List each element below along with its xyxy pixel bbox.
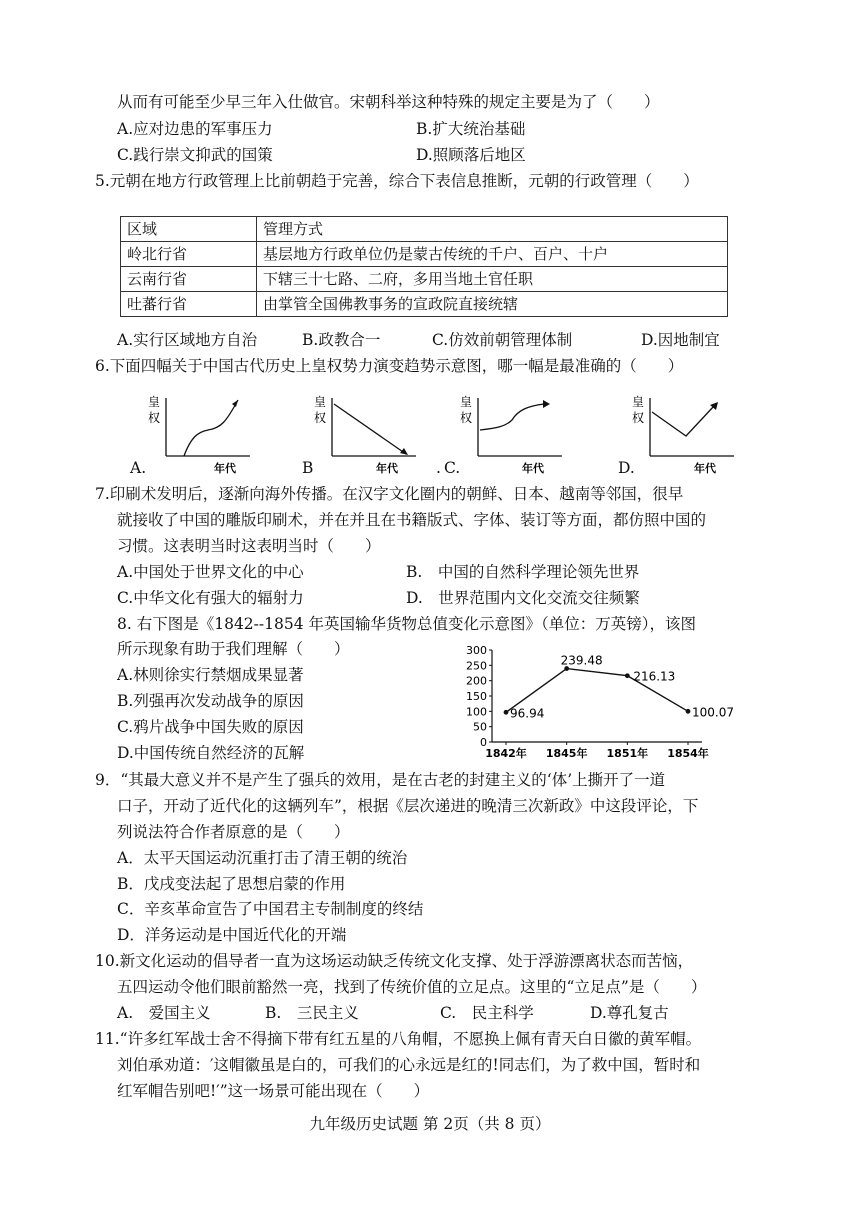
svg-text:皇: 皇 xyxy=(314,395,327,409)
q9-option-a: A．太平天国运动沉重打击了清王朝的统治 xyxy=(117,849,408,867)
table-row xyxy=(121,242,728,267)
q6-option-b: B xyxy=(302,459,314,477)
trend-line xyxy=(652,406,714,436)
x-tick-label: 1851年 xyxy=(606,747,649,760)
q8-option-b: B.列强再次发动战争的原因 xyxy=(117,692,304,710)
q6-option-c: C. xyxy=(444,459,461,477)
svg-text:皇: 皇 xyxy=(460,395,473,409)
table-cell: 岭北行省 xyxy=(121,242,257,267)
q4-stem: 从而有可能至少早三年入仕做官。宋朝科举这种特殊的规定主要是为了（ ） xyxy=(117,93,660,111)
q6-diagram-d xyxy=(630,392,740,478)
data-label: 216.13 xyxy=(633,669,676,684)
q4-option-a: A.应对边患的军事压力 xyxy=(117,120,273,138)
q10-option-d: D.尊孔复古 xyxy=(590,1004,669,1022)
q6-option-a: A. xyxy=(130,459,147,477)
trend-curve xyxy=(480,404,544,430)
data-point xyxy=(686,709,691,714)
q11-stem-line-2: 刘伯承劝道：′这帽徽虽是白的，可我们的心永远是红的!同志们，为了救中国，暂时和 xyxy=(117,1056,701,1074)
svg-text:皇: 皇 xyxy=(632,395,645,409)
q5-option-c: C.仿效前朝管理体制 xyxy=(432,331,573,349)
q11-stem-line-3: 红军帽告别吧!′”这一场景可能出现在（ ） xyxy=(117,1082,430,1100)
q4-option-b: B.扩大统治基础 xyxy=(416,120,526,138)
q6-option-b-dot: . xyxy=(436,459,441,477)
y-tick-label: 150 xyxy=(466,690,487,703)
data-point xyxy=(625,673,630,678)
q5-option-a: A.实行区域地方自治 xyxy=(117,331,258,349)
svg-text:年代: 年代 xyxy=(376,462,398,475)
table-row xyxy=(121,267,728,292)
x-tick-label: 1854年 xyxy=(667,747,709,760)
q5-table xyxy=(120,216,728,317)
table-cell: 云南行省 xyxy=(121,267,257,292)
table-cell: 下辖三十七路、二府，多用当地土官任职 xyxy=(257,267,728,292)
q6-stem: 6.下面四幅关于中国古代历史上皇权势力演变趋势示意图，哪一幅是最准确的（ ） xyxy=(95,357,684,375)
q7-stem-line-3: 习惯。这表明当时这表明当时（ ） xyxy=(117,537,381,555)
data-label: 96.94 xyxy=(510,706,545,721)
page-footer: 九年级历史试题 第 2页（共 8 页） xyxy=(309,1115,551,1133)
x-axis-label: 年代 xyxy=(214,462,236,475)
q7-stem-line-2: 就接收了中国的雕版印刷术，并在并且在书籍版式、字体、装订等方面，都仿照中国的 xyxy=(117,511,707,529)
y-axis-label-char: 权 xyxy=(148,411,161,425)
y-tick-label: 200 xyxy=(466,674,487,688)
table-header-cell: 管理方式 xyxy=(257,217,728,242)
y-tick-label: 0 xyxy=(480,736,487,749)
q9-option-b: B．戊戌变法起了思想启蒙的作用 xyxy=(117,875,346,893)
q8-stem-line-1: 8. 右下图是《1842--1854 年英国输华货物总值变化示意图》（单位：万英镑），该图 xyxy=(117,615,697,633)
q4-option-d: D.照顾落后地区 xyxy=(416,146,526,164)
q8-stem-line-2: 所示现象有助于我们理解（ ） xyxy=(117,640,350,658)
svg-text:权: 权 xyxy=(632,411,645,425)
q9-stem-line-2: 口子，开动了近代化的这辆列车”，根据《层次递进的晚清三次新政》中这段评论，下 xyxy=(117,797,699,815)
q6-diagram-b xyxy=(312,392,422,478)
x-tick-label: 1845年 xyxy=(545,747,588,760)
y-tick-label: 300 xyxy=(466,644,487,657)
table-row xyxy=(121,292,728,317)
q10-stem-line-2: 五四运动令他们眼前豁然一亮，找到了传统价值的立足点。这里的“立足点”是（ ） xyxy=(117,978,707,996)
q9-stem-line-1: 9．“其最大意义并不是产生了强兵的效用，是在古老的封建主义的‘体’上撕开了一道 xyxy=(95,771,666,789)
table-cell: 基层地方行政单位仍是蒙古传统的千户、百户、十户 xyxy=(257,242,728,267)
data-point xyxy=(504,710,509,715)
q7-option-b: B. 中国的自然科学理论领先世界 xyxy=(406,563,640,581)
q9-option-d: D．洋务运动是中国近代化的开端 xyxy=(117,926,347,944)
q5-option-d: D.因地制宜 xyxy=(641,331,720,349)
q10-stem-line-1: 10.新文化运动的倡导者一直为这场运动缺乏传统文化支撑、处于浮游漂离状态而苦恼， xyxy=(95,952,694,970)
q10-option-a: A. 爱国主义 xyxy=(117,1004,211,1022)
q8-option-a: A.林则徐实行禁烟成果显著 xyxy=(117,666,304,684)
q4-option-c: C.践行崇文抑武的国策 xyxy=(117,146,273,164)
q5-option-b: B.政教合一 xyxy=(302,331,381,349)
table-row xyxy=(121,217,728,242)
q7-option-d: D. 世界范围内文化交流交往频繁 xyxy=(406,589,640,607)
q8-option-d: D.中国传统自然经济的瓦解 xyxy=(117,744,305,762)
data-label: 239.48 xyxy=(560,653,603,668)
y-tick-label: 250 xyxy=(466,659,487,673)
q8-option-c: C.鸦片战争中国失败的原因 xyxy=(117,718,304,736)
trend-line xyxy=(334,404,406,454)
y-tick-label: 50 xyxy=(473,720,487,734)
svg-text:权: 权 xyxy=(314,411,327,425)
svg-text:年代: 年代 xyxy=(694,462,716,475)
y-tick-label: 100 xyxy=(466,705,487,719)
q6-diagram-a xyxy=(146,392,256,478)
table-header-cell: 区域 xyxy=(121,217,257,242)
q9-stem-line-3: 列说法符合作者原意的是（ ） xyxy=(117,823,350,841)
q5-stem: 5.元朝在地方行政管理上比前朝趋于完善，综合下表信息推断，元朝的行政管理（ ） xyxy=(95,172,699,190)
y-axis-label-char: 皇 xyxy=(148,395,161,409)
x-tick-label: 1842年 xyxy=(485,747,527,760)
q7-option-c: C.中华文化有强大的辐射力 xyxy=(117,589,304,607)
q9-option-c: C．辛亥革命宣告了中国君主专制制度的终结 xyxy=(117,900,424,918)
q8-line-chart xyxy=(462,644,734,764)
q7-stem-line-1: 7.印刷术发明后，逐渐向海外传播。在汉字文化圈内的朝鲜、日本、越南等邻国，很早 xyxy=(95,485,684,503)
q10-option-c: C. 民主科学 xyxy=(440,1004,534,1022)
q6-option-d: D. xyxy=(618,459,635,477)
data-label: 100.07 xyxy=(692,705,734,720)
q10-option-b: B. 三民主义 xyxy=(265,1004,359,1022)
svg-text:年代: 年代 xyxy=(522,462,544,475)
table-cell: 吐蕃行省 xyxy=(121,292,257,317)
trend-curve xyxy=(184,400,238,456)
q11-stem-line-1: 11.“许多红军战士舍不得摘下带有红五星的八角帽，不愿换上佩有青天白日徽的黄军帽。 xyxy=(95,1030,702,1048)
q6-diagram-c xyxy=(458,392,568,478)
table-cell: 由掌管全国佛教事务的宣政院直接统辖 xyxy=(257,292,728,317)
q7-option-a: A.中国处于世界文化的中心 xyxy=(117,563,304,581)
svg-text:权: 权 xyxy=(460,411,473,425)
